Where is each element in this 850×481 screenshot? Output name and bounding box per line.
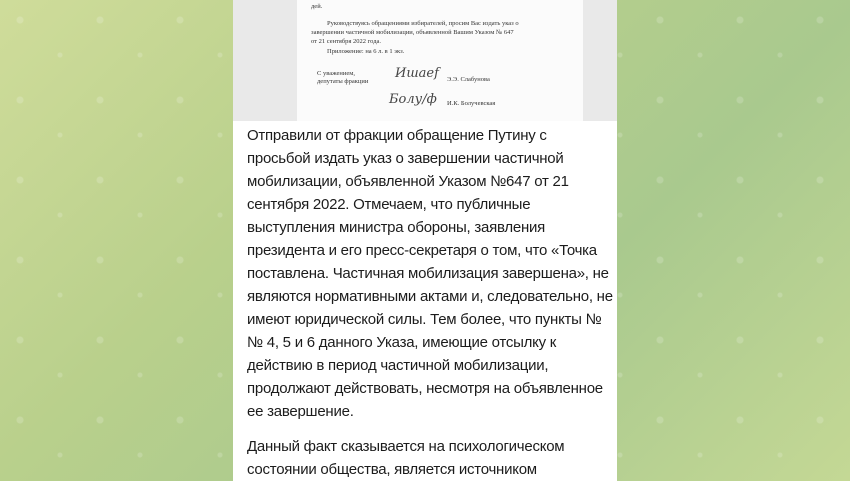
doc-line: дей. — [311, 3, 323, 10]
message-photo[interactable] — [233, 0, 617, 121]
message-text — [233, 121, 617, 481]
doc-signer: И.К. Болучевская — [447, 100, 496, 107]
message-paragraph: Данный факт сказывается на психологическом состоянии общества, является источником — [247, 438, 565, 478]
signature-1: Ишаеf — [395, 66, 439, 81]
doc-line: от 21 сентября 2022 года. — [311, 38, 382, 45]
doc-regards: депутаты фракции — [317, 78, 369, 85]
message-paragraph: Отправили от фракции обращение Путину с просьбой издать указ о завершении частичной мобилизации, объявленной Указом №647 от 21 сентября 2022. Отмечаем, что публичные выступления министра обороны, заявления президента и его пресс-секретаря о том, что «Точка поставлена. Частичная мобилизация завершена», не являются нормативными актами и, следовательно, не имеют юридической силы. Тем более, что пункты №№ 4, 5 и 6 данного Указа, имеющие отсылку к действию в период частичной мобилизации, продолжают действовать, несмотря на объявленное ее завершение. — [247, 127, 613, 420]
document-scan — [297, 0, 583, 121]
doc-line: Руководствуясь обращениями избирателей, просим Вас издать указ о — [327, 20, 519, 27]
doc-regards: С уважением, — [317, 70, 355, 77]
message-bubble — [233, 0, 617, 481]
doc-line: Приложение: на 6 л. в 1 экз. — [327, 48, 405, 55]
doc-line: завершении частичной мобилизации, объявленной Вашим Указом № 647 — [311, 29, 514, 36]
signature-2: Болу/ф — [389, 92, 437, 107]
doc-signer: Э.Э. Слабунова — [447, 76, 490, 83]
